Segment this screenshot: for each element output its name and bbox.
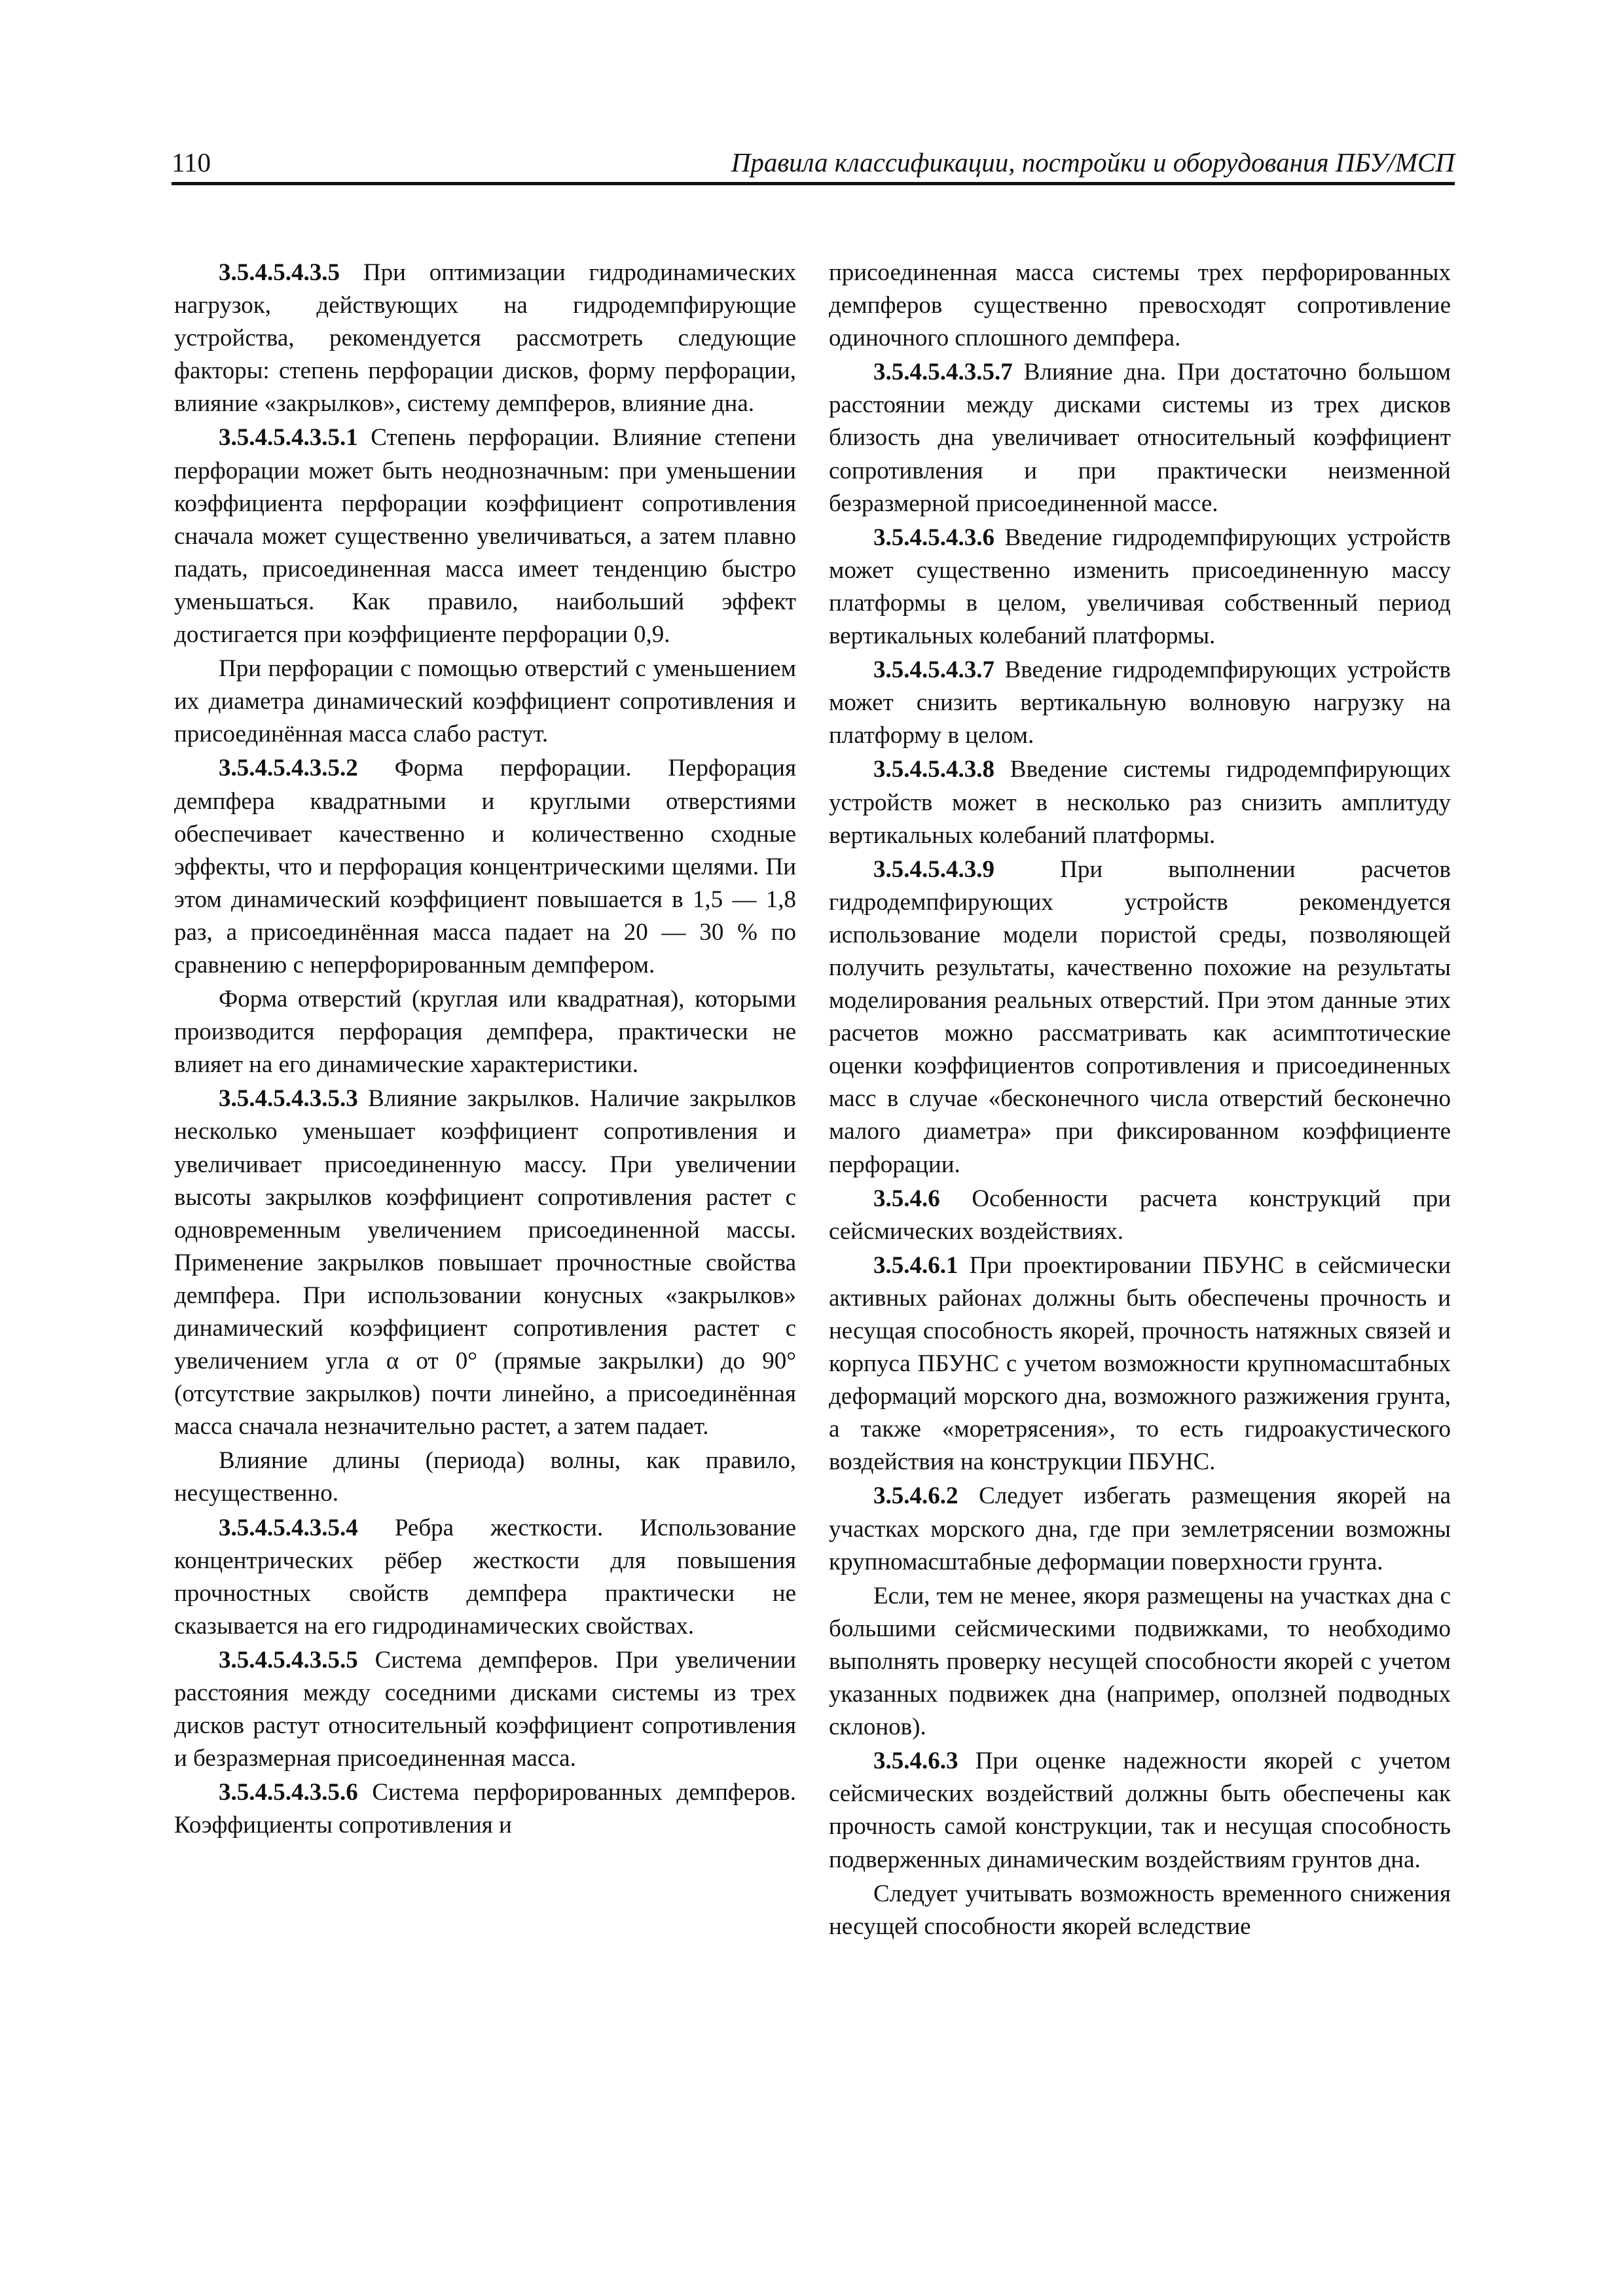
paragraph [829,1249,1451,1479]
paragraph [174,257,796,420]
paragraph [829,1580,1451,1744]
section-number: 3.5.4.6.1 [873,1251,958,1279]
paragraph-text: Степень перфорации. Влияние степени перфорации может быть неоднозначным: при уменьшении коэффициента перфорации коэффициент сопротивления сначала может существенно увеличиваться, а затем плавно падать, присоединенная масса имеет тенденцию быстро уменьшаться. Как правило, наибольший эффект достигается при коэффициенте перфорации 0,9. [174,424,796,649]
paragraph-text: Влияние дна. При достаточно большом расстоянии между дисками системы из трех дисков близость дна увеличивает относительный коэффициент сопротивления и при практически неизменной безразмерной присоединенной массе. [829,359,1451,517]
section-number: 3.5.4.6 [873,1185,940,1212]
paragraph [829,853,1451,1181]
paragraph-text: Введение системы гидродемпфирующих устройств может в несколько раз снизить амплитуду вертикальных колебаний платформы. [829,756,1451,849]
paragraph [174,653,796,751]
paragraph [829,1183,1451,1248]
section-number: 3.5.4.5.4.3.5.3 [219,1085,358,1113]
paragraph-text: Система демпферов. При увеличении расстояния между соседними дисками системы из трех дисков растут относительный коэффициент сопротивления и безразмерная присоединенная масса. [174,1646,796,1772]
paragraph [829,1745,1451,1876]
paragraph-text: При оценке надежности якорей с учетом сейсмических воздействий должны быть обеспечены как прочность самой конструкции, так и несущая способность подверженных динамическим воздействиям грунтов дна. [829,1748,1451,1873]
section-number: 3.5.4.6.3 [873,1748,958,1775]
right-column [829,257,1451,2142]
left-column [174,257,796,2142]
paragraph [174,1512,796,1643]
running-title: Правила классификации, постройки и оборудования ПБУ/МСП [731,147,1455,177]
paragraph [174,1776,796,1842]
paragraph-text: При проектировании ПБУНС в сейсмически активных районах должны быть обеспечены прочность и несущая способность якорей, прочность натяжных связей и корпуса ПБУНС с учетом возможности крупномасштабных деформаций морского дна, возможного разжижения грунта, а также «моретрясения», то есть гидроакустического воздействия на конструкции ПБУНС. [829,1251,1451,1476]
paragraph-text: Ребра жесткости. Использование концентрических рёбер жесткости для повышения прочностных свойств демпфера практически не сказывается на его гидродинамических свойствах. [174,1514,796,1640]
section-number: 3.5.4.5.4.3.7 [873,656,994,684]
paragraph-text: присоединенная масса системы трех перфорированных демпферов существенно превосходят сопротивление одиночного сплошного демпфера. [829,259,1451,352]
paragraph [829,522,1451,653]
section-number: 3.5.4.6.2 [873,1482,958,1510]
paragraph-text: Система перфорированных демпферов. Коэффициенты сопротивления и [174,1779,796,1839]
section-number: 3.5.4.5.4.3.5.5 [219,1646,358,1674]
section-number: 3.5.4.5.4.3.9 [873,855,994,883]
section-number: 3.5.4.5.4.3.5.1 [219,424,358,452]
paragraph-text: Влияние длины (периода) волны, как правило, несущественно. [174,1447,796,1507]
paragraph [174,752,796,982]
section-number: 3.5.4.5.4.3.5.4 [219,1514,358,1541]
paragraph [174,983,796,1081]
paragraph [174,1444,796,1510]
paragraph-text: При перфорации с помощью отверстий с уменьшением их диаметра динамический коэффициент сопротивления и присоединённая масса слабо растут. [174,655,796,748]
section-number: 3.5.4.5.4.3.5.2 [219,755,358,782]
paragraph [829,1480,1451,1578]
running-header [172,143,1455,185]
paragraph-text: Форма отверстий (круглая или квадратная), которыми производится перфорация демпфера, практически не влияет на его динамические характеристики. [174,986,796,1079]
paragraph [829,654,1451,752]
section-number: 3.5.4.5.4.3.8 [873,756,994,783]
section-number: 3.5.4.5.4.3.5 [219,259,340,286]
paragraph-text: Введение гидродемпфирующих устройств может существенно изменить присоединенную массу платформы в целом, увеличивая собственный период вертикальных колебаний платформы. [829,524,1451,650]
page-number: 110 [172,147,211,177]
paragraph [174,422,796,651]
paragraph [829,1878,1451,1943]
paragraph [829,753,1451,852]
paragraph-text: Если, тем не менее, якоря размещены на участках дна с большими сейсмическими подвижками, то необходимо выполнять проверку несущей способности якорей с учетом указанных подвижек дна (например, оползней подводных склонов). [829,1582,1451,1741]
paragraph-text: При оптимизации гидродинамических нагрузок, действующих на гидродемпфирующие устройства, рекомендуется рассмотреть следующие факторы: степень перфорации дисков, форму перфорации, влияние «закрылков», систему демпферов, влияние дна. [174,259,796,418]
paragraph [829,257,1451,355]
paragraph-text: Форма перфорации. Перфорация демпфера квадратными и круглыми отверстиями обеспечивает качественно и количественно сходные эффекты, что и перфорация концентрическими щелями. Пи этом динамический коэффициент повышается в 1,5 — 1,8 раз, а присоединённая масса падает на 20 — 30 % по сравнению с неперфорированным демпфером. [174,755,796,978]
paragraph [174,1083,796,1443]
paragraph-text: Влияние закрылков. Наличие закрылков несколько уменьшает коэффициент сопротивления и увеличивает присоединенную массу. При увеличении высоты закрылков коэффициент сопротивления растет с одновременным увеличением присоединенной массы. Применение закрылков повышает прочностные свойства демпфера. При использовании конусных «закрылков» динамический коэффициент сопротивления растет с увеличением угла α от 0° (прямые закрылки) до 90° (отсутствие закрылков) почти линейно, а присоединённая масса сначала незначительно растет, а затем падает. [174,1085,796,1441]
paragraph-text: Следует избегать размещения якорей на участках морского дна, где при землетрясении возможны крупномасштабные деформации поверхности грунта. [829,1482,1451,1575]
section-number: 3.5.4.5.4.3.5.6 [219,1779,358,1806]
paragraph-text: Следует учитывать возможность временного снижения несущей способности якорей вследствие [829,1880,1451,1940]
paragraph [829,356,1451,520]
section-number: 3.5.4.5.4.3.5.7 [873,359,1013,386]
paragraph-text: Особенности расчета конструкций при сейсмических воздействиях. [829,1185,1451,1245]
section-number: 3.5.4.5.4.3.6 [873,524,994,551]
paragraph [174,1644,796,1775]
paragraph-text: Введение гидродемпфирующих устройств может снизить вертикальную волновую нагрузку на платформу в целом. [829,656,1451,749]
paragraph-text: При выполнении расчетов гидродемпфирующих устройств рекомендуется использование модели пористой среды, позволяющей получить результаты, качественно похожие на результаты моделирования реальных отверстий. При этом данные этих расчетов можно рассматривать как асимптотические оценки коэффициентов сопротивления и присоединенных масс в случае «бесконечного числа отверстий бесконечно малого диаметра» при фиксированном коэффициенте перфорации. [829,855,1451,1178]
